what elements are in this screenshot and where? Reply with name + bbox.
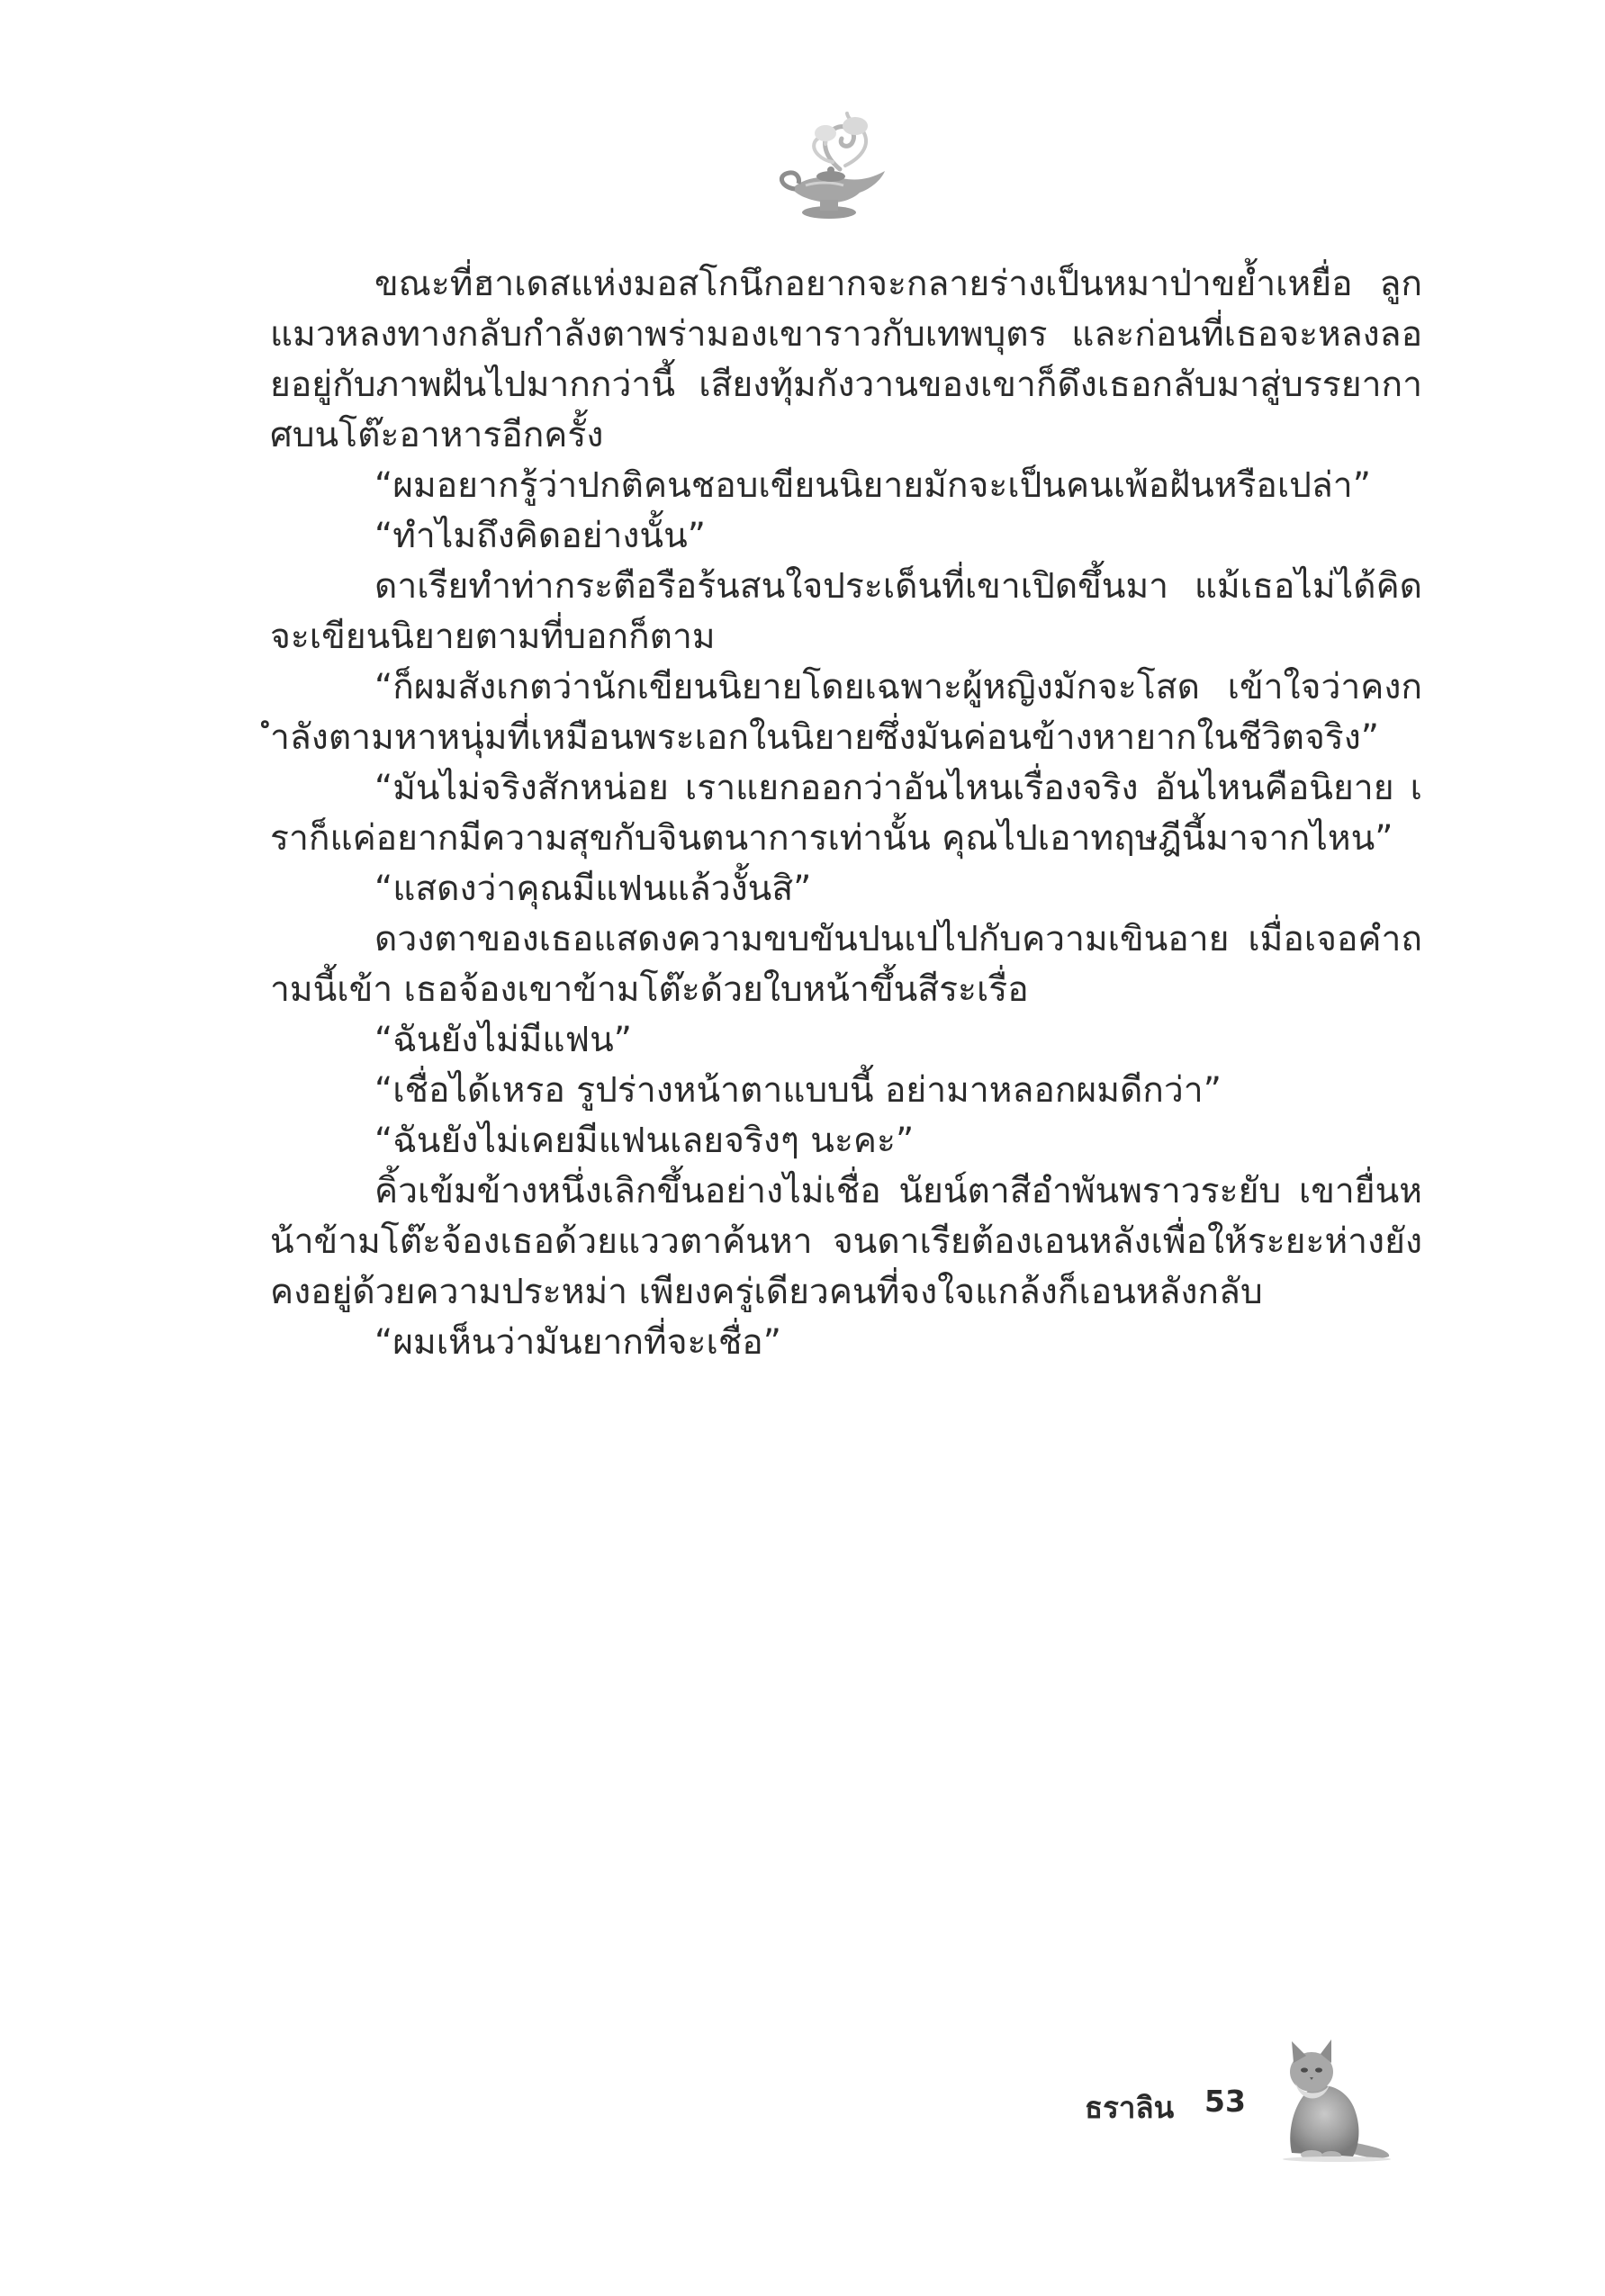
story-text bbox=[270, 259, 1422, 1368]
paragraph: ดวงตาของเธอแสดงความขบขันปนเปไปกับความเขินอาย เมื่อเจอคำถามนี้เข้า เธอจ้องเขาข้ามโต๊ะด้วยใบหน้าขึ้นสีระเรื่อ bbox=[270, 919, 1422, 1010]
paragraph: “มันไม่จริงสักหน่อย เราแยกออกว่าอันไหนเรื่องจริง อันไหนคือนิยาย เราก็แค่อยากมีความสุขกับจินตนาการเท่านั้น คุณไปเอาทฤษฎีนี้มาจากไหน” bbox=[270, 768, 1422, 859]
paragraph: “ทำไมถึงคิดอย่างนั้น” bbox=[374, 516, 706, 556]
genie-lamp-icon bbox=[770, 106, 905, 232]
paragraph: คิ้วเข้มข้างหนึ่งเลิกขึ้นอย่างไม่เชื่อ นัยน์ตาสีอำพันพราวระยับ เขายื่นหน้าข้ามโต๊ะจ้องเธอด้วยแววตาค้นหา จนดาเรียต้องเอนหลังเพื่อให้ระยะห่างยังคงอยู่ด้วยความประหม่า เพียงครู่เดียวคนที่จงใจแกล้งก็เอนหลังกลับ bbox=[270, 1171, 1422, 1312]
paragraph: “ฉันยังไม่มีแฟน” bbox=[374, 1020, 632, 1060]
page-number: 53 bbox=[1204, 2084, 1246, 2119]
paragraph: ดาเรียทำท่ากระตือรือร้นสนใจประเด็นที่เขาเปิดขึ้นมา แม้เธอไม่ได้คิดจะเขียนนิยายตามที่บอกก็ตาม bbox=[270, 566, 1422, 657]
cat-icon bbox=[1265, 2036, 1395, 2162]
paragraph: “ฉันยังไม่เคยมีแฟนเลยจริงๆ นะคะ” bbox=[374, 1121, 915, 1161]
footer-author: ธราลิน bbox=[1085, 2090, 1175, 2125]
paragraph: “ก็ผมสังเกตว่านักเขียนนิยายโดยเฉพาะผู้หญิงมักจะโสด เข้าใจว่าคงกำลังตามหาหนุ่มที่เหมือนพระเอกในนิยายซึ่งมันค่อนข้างหายากในชีวิตจริง” bbox=[270, 667, 1422, 758]
paragraph: “ผมเห็นว่ามันยากที่จะเชื่อ” bbox=[374, 1322, 781, 1363]
paragraph: “แสดงว่าคุณมีแฟนแล้วงั้นสิ” bbox=[374, 869, 812, 909]
paragraph: “ผมอยากรู้ว่าปกติคนชอบเขียนนิยายมักจะเป็นคนเพ้อฝันหรือเปล่า” bbox=[374, 465, 1371, 506]
paragraph: ขณะที่ฮาเดสแห่งมอสโกนึกอยากจะกลายร่างเป็นหมาป่าขย้ำเหยื่อ ลูกแมวหลงทางกลับกำลังตาพร่ามองเขาราวกับเทพบุตร และก่อนที่เธอจะหลงลอยอยู่กับภาพฝันไปมากกว่านี้ เสียงทุ้มกังวานของเขาก็ดึงเธอกลับมาสู่บรรยากาศบนโต๊ะอาหารอีกครั้ง bbox=[270, 264, 1422, 455]
paragraph: “เชื่อได้เหรอ รูปร่างหน้าตาแบบนี้ อย่ามาหลอกผมดีกว่า” bbox=[374, 1070, 1222, 1111]
